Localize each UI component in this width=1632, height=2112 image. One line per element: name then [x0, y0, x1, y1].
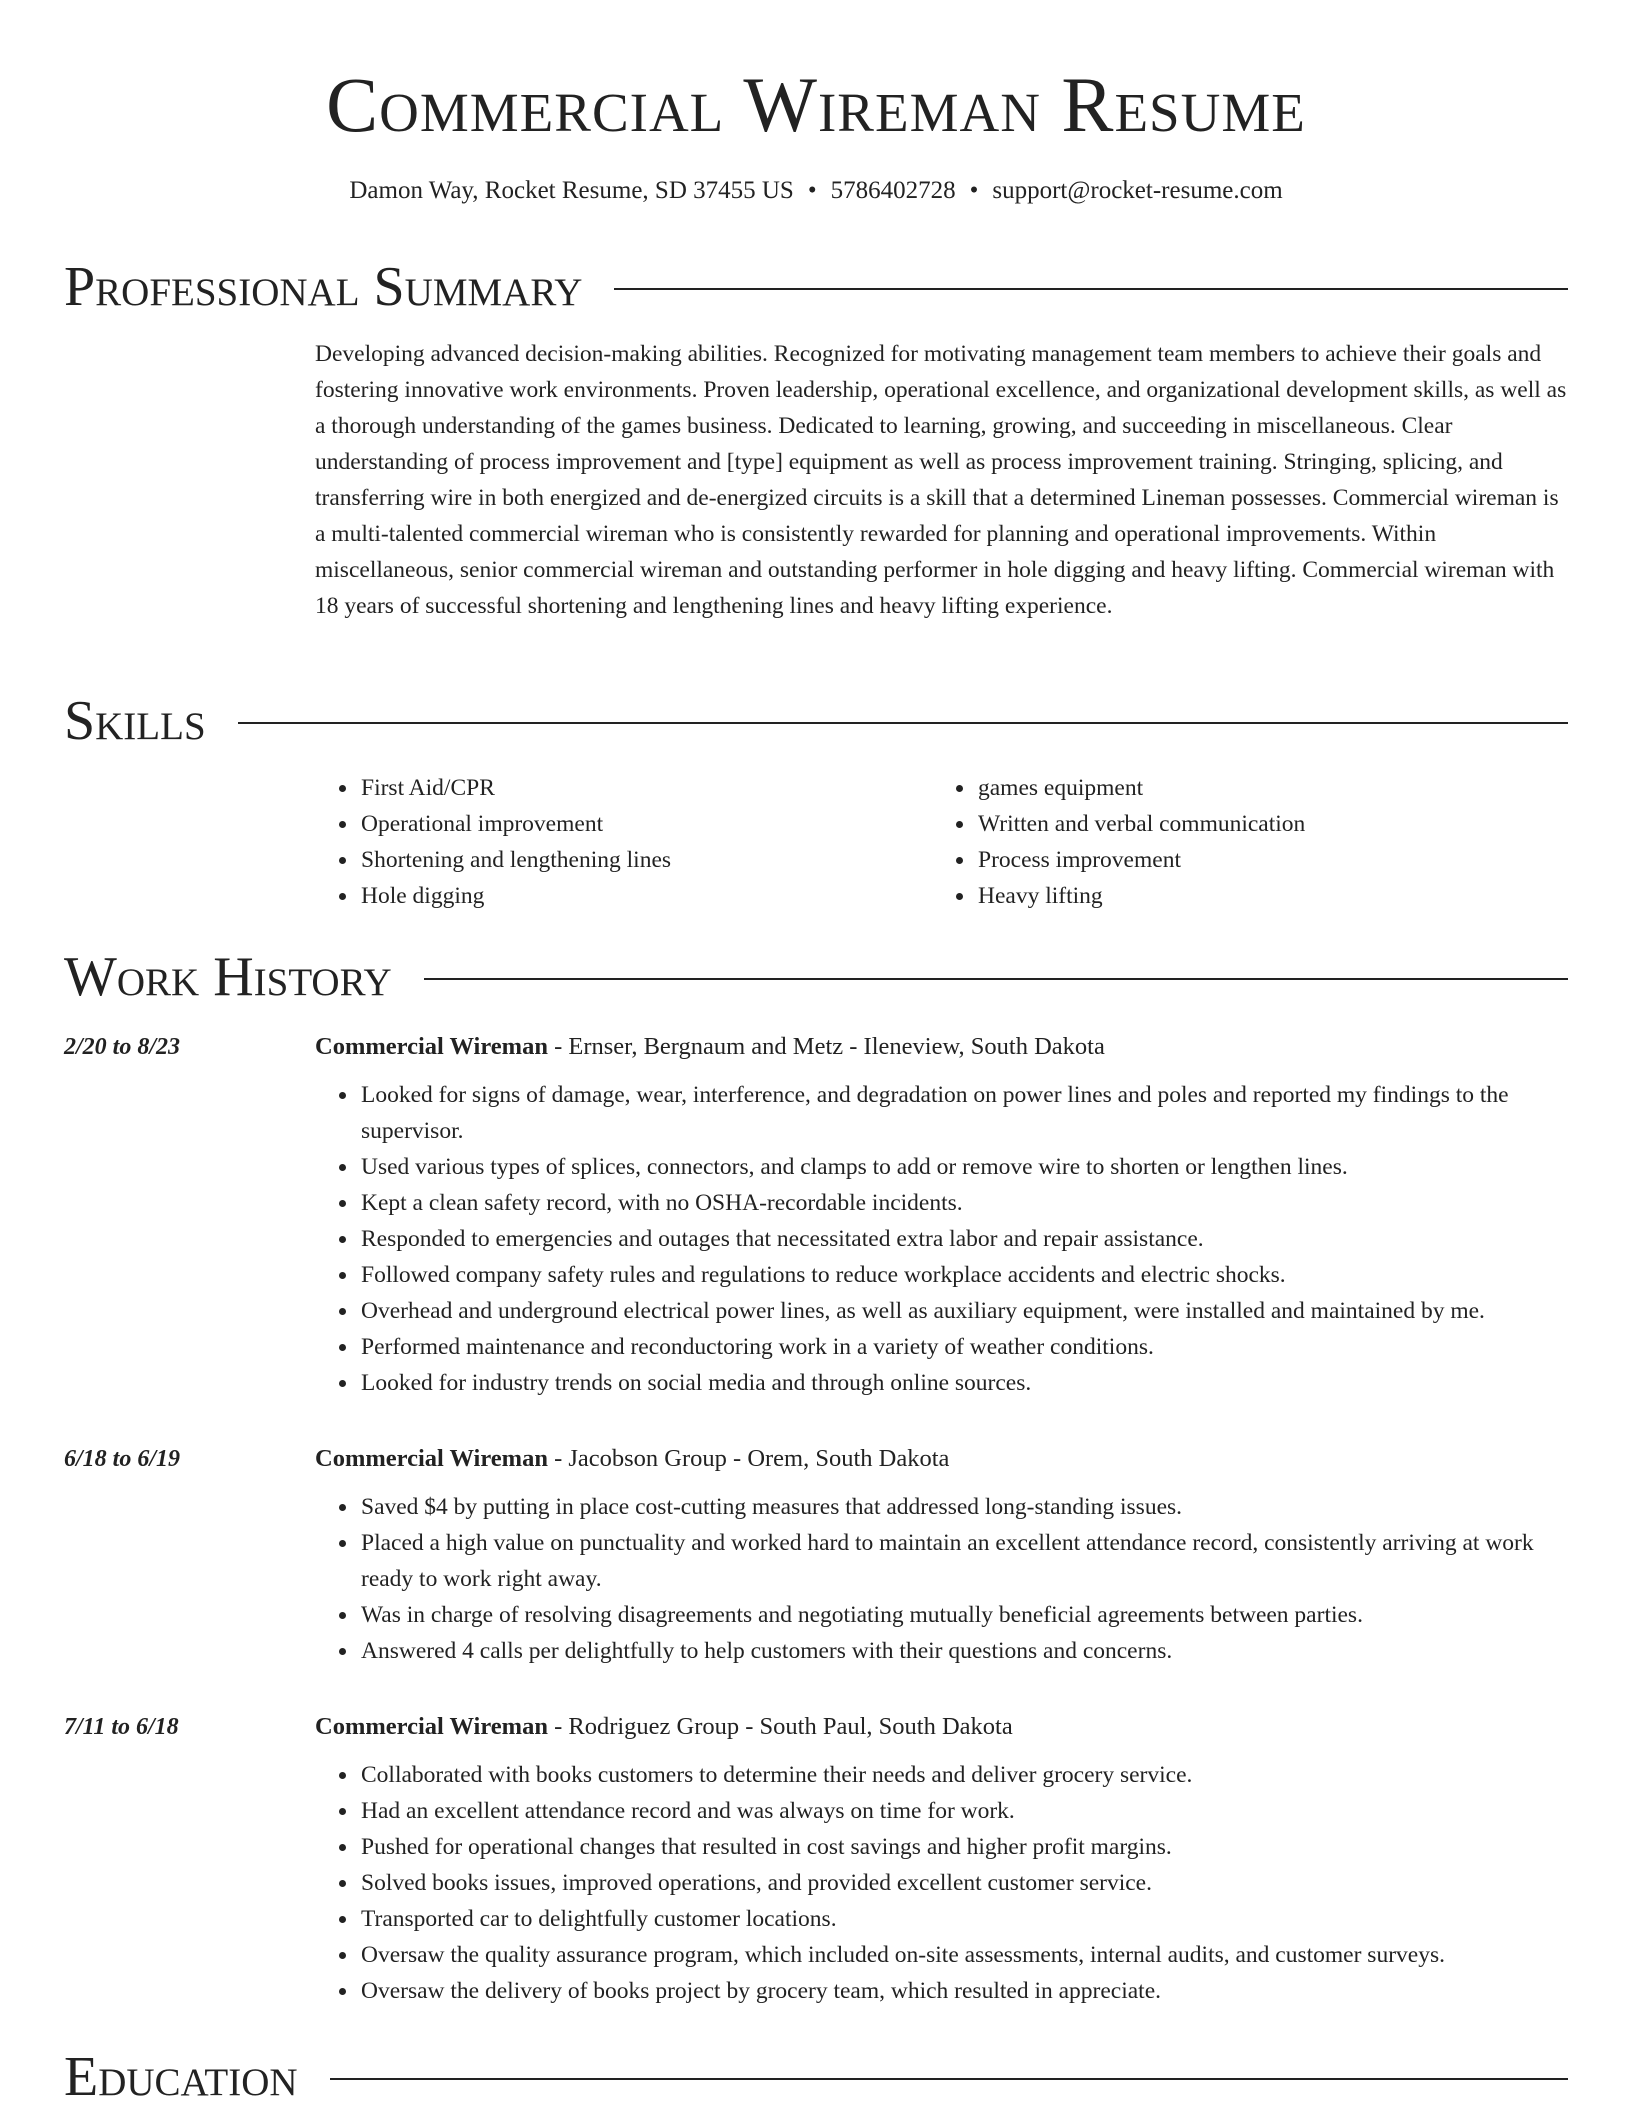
job-bullets	[315, 1757, 1570, 2009]
job-bullet: • Followed company safety rules and regulations to reduce workplace accidents and electric shocks.	[359, 1257, 1570, 1293]
job-role: Commercial Wireman	[315, 1445, 548, 1472]
job-bullet: • Oversaw the delivery of books project by grocery team, which resulted in appreciate.	[359, 1973, 1570, 2009]
skill-item: • Operational improvement	[359, 806, 932, 842]
job-bullet: • Kept a clean safety record, with no OSHA-recordable incidents.	[359, 1185, 1570, 1221]
section-divider	[238, 722, 1568, 724]
skill-item: • Heavy lifting	[976, 878, 1549, 914]
job-bullet: • Overhead and underground electrical power lines, as well as auxiliary equipment, were installed and maintained by me.	[359, 1293, 1570, 1329]
job-bullet: • Responded to emergencies and outages that necessitated extra labor and repair assistance.	[359, 1221, 1570, 1257]
skill-item: • First Aid/CPR	[359, 770, 932, 806]
job-bullet: • Collaborated with books customers to determine their needs and deliver grocery service.	[359, 1757, 1570, 1793]
section-header-skills	[64, 688, 1568, 754]
section-header-education	[64, 2044, 1568, 2110]
job-headline	[315, 1027, 1105, 1067]
job-bullet: • Was in charge of resolving disagreements and negotiating mutually beneficial agreements between parties.	[359, 1597, 1570, 1633]
job-bullets	[315, 1489, 1570, 1669]
contact-separator: •	[969, 177, 979, 204]
section-divider	[330, 2078, 1568, 2080]
job-bullet: • Performed maintenance and reconductoring work in a variety of weather conditions.	[359, 1329, 1570, 1365]
job-bullet: • Transported car to delightfully customer locations.	[359, 1901, 1570, 1937]
job-bullet: • Placed a high value on punctuality and worked hard to maintain an excellent attendance record, consistently arriving at work ready to work right away.	[359, 1525, 1570, 1597]
job-bullets	[315, 1077, 1570, 1401]
job-bullet: • Used various types of splices, connectors, and clamps to add or remove wire to shorten or lengthen lines.	[359, 1149, 1570, 1185]
section-title-skills: Skills	[64, 690, 206, 752]
section-title-education: Education	[64, 2046, 298, 2108]
job-bullet: • Looked for industry trends on social media and through online sources.	[359, 1365, 1570, 1401]
contact-email: support@rocket-resume.com	[992, 177, 1283, 204]
section-title-work: Work History	[64, 946, 392, 1008]
section-title-summary: Professional Summary	[64, 256, 583, 318]
job-dates: 6/18 to 6/19	[64, 1446, 181, 1472]
skill-item: • Process improvement	[976, 842, 1549, 878]
job-bullet: • Had an excellent attendance record and was always on time for work.	[359, 1793, 1570, 1829]
contact-line	[0, 174, 1632, 208]
page-title: Commercial Wireman Resume	[326, 61, 1306, 148]
summary-text: Developing advanced decision-making abilities. Recognized for motivating management team members to achieve their goals and fostering innovative work environments. Proven leadership, operational excellence, and organizational development skills, as well as a thorough understanding of the games business. Dedicated to learning, growing, and succeeding in miscellaneous. Clear understanding of process improvement and [type] equipment as well as process improvement training. Stringing, splicing, and transferring wire in both energized and de-energized circuits is a skill that a determined Lineman possesses. Commercial wireman is a multi-talented commercial wireman who is consistently rewarded for planning and operational improvements. Within miscellaneous, senior commercial wireman and outstanding performer in hole digging and heavy lifting. Commercial wireman with 18 years of successful shortening and lengthening lines and heavy lifting experience.	[315, 341, 1567, 619]
job-company: - Jacobson Group - Orem, South Dakota	[547, 1445, 950, 1472]
job-bullet: • Answered 4 calls per delightfully to help customers with their questions and concerns.	[359, 1633, 1570, 1669]
job-role: Commercial Wireman	[315, 1033, 548, 1060]
job-bullet: • Pushed for operational changes that resulted in cost savings and higher profit margins.	[359, 1829, 1570, 1865]
job-company: - Rodriguez Group - South Paul, South Dakota	[547, 1713, 1013, 1740]
contact-phone: 5786402728	[830, 177, 956, 204]
job-headline	[315, 1707, 1013, 1747]
job-role: Commercial Wireman	[315, 1713, 548, 1740]
section-header-summary	[64, 254, 1568, 320]
skill-item: • Written and verbal communication	[976, 806, 1549, 842]
job-company: - Ernser, Bergnaum and Metz - Ileneview, South Dakota	[547, 1033, 1105, 1060]
section-divider	[424, 978, 1568, 980]
contact-separator: •	[807, 177, 817, 204]
skill-item: • Shortening and lengthening lines	[359, 842, 932, 878]
job-bullet: • Looked for signs of damage, wear, interference, and degradation on power lines and poles and reported my findings to the supervisor.	[359, 1077, 1570, 1149]
contact-address: Damon Way, Rocket Resume, SD 37455 US	[349, 177, 794, 204]
section-divider	[614, 288, 1568, 290]
skills-list	[315, 770, 1570, 914]
skills-column-left	[315, 770, 932, 914]
skill-item: • Hole digging	[359, 878, 932, 914]
job-dates: 7/11 to 6/18	[64, 1714, 179, 1740]
job-bullet: • Saved $4 by putting in place cost-cutting measures that addressed long-standing issues.	[359, 1489, 1570, 1525]
job-bullet: • Solved books issues, improved operations, and provided excellent customer service.	[359, 1865, 1570, 1901]
skills-column-right	[932, 770, 1549, 914]
job-headline	[315, 1439, 949, 1479]
skill-item: • games equipment	[976, 770, 1549, 806]
job-dates: 2/20 to 8/23	[64, 1034, 181, 1060]
section-header-work	[64, 944, 1568, 1010]
job-bullet: • Oversaw the quality assurance program, which included on-site assessments, internal audits, and customer surveys.	[359, 1937, 1570, 1973]
